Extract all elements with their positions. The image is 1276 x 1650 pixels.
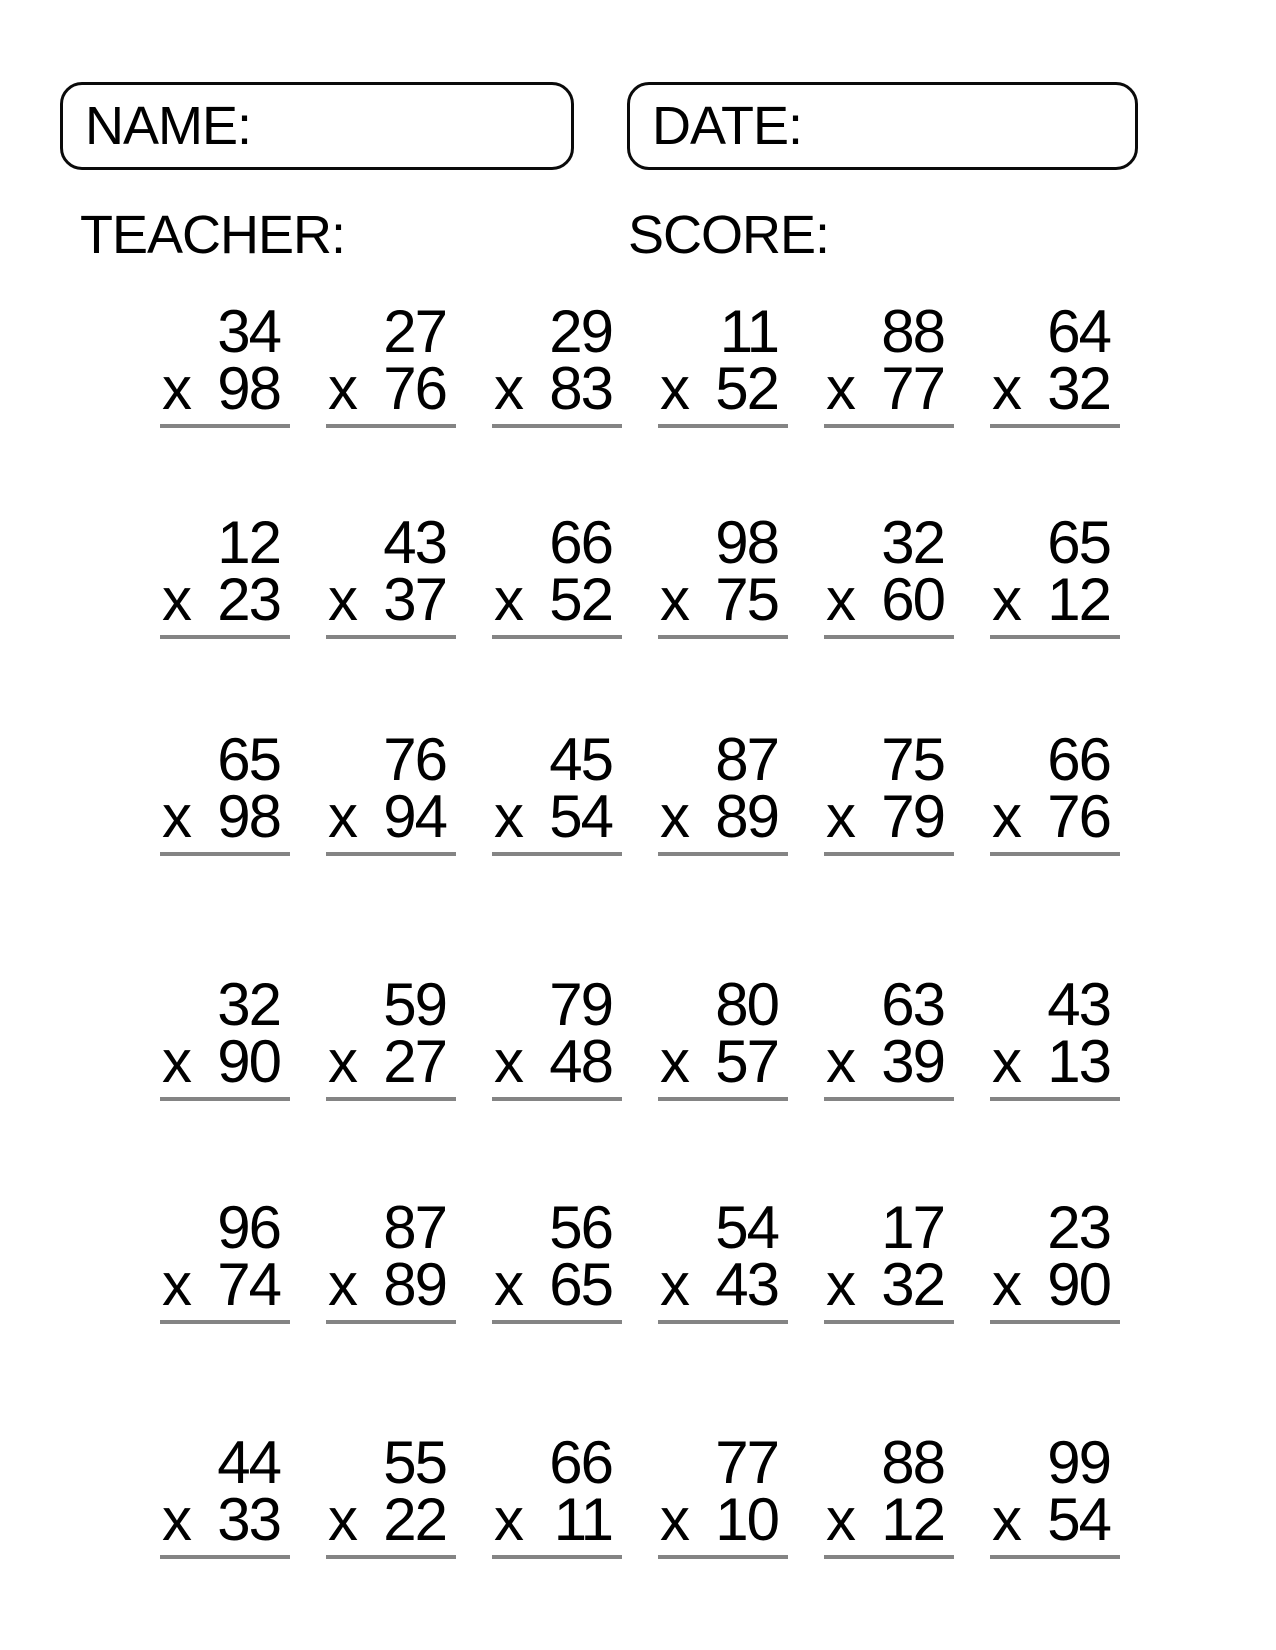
- multiplicand: 63: [881, 971, 944, 1038]
- multiplication-problem: [990, 726, 1120, 856]
- multiplier: 37: [383, 566, 446, 633]
- multiplier-line: [492, 355, 622, 422]
- multiplicand: 45: [549, 726, 612, 793]
- multiplier: 79: [881, 783, 944, 850]
- multiplicand: 88: [881, 298, 944, 365]
- multiply-operator: x: [660, 566, 688, 633]
- multiply-operator: x: [992, 355, 1020, 422]
- multiply-operator: x: [494, 566, 522, 633]
- multiplicand: 43: [1047, 971, 1110, 1038]
- multiplication-problem: [492, 298, 622, 428]
- multiply-operator: x: [328, 1486, 356, 1553]
- multiplicand: 65: [217, 726, 280, 793]
- name-label: NAME:: [85, 96, 252, 156]
- multiplier: 77: [881, 355, 944, 422]
- multiplication-problem: [326, 971, 456, 1101]
- multiplier: 12: [881, 1486, 944, 1553]
- multiplier-line: [160, 1251, 290, 1318]
- multiplier-line: [990, 1486, 1120, 1553]
- multiplier: 48: [549, 1028, 612, 1095]
- multiplier-line: [990, 1251, 1120, 1318]
- multiplication-problem: [492, 971, 622, 1101]
- multiplier-line: [658, 783, 788, 850]
- problems-row: [160, 971, 1120, 1101]
- multiplicand: 64: [1047, 298, 1110, 365]
- multiplier-line: [658, 1486, 788, 1553]
- multiplier-line: [326, 783, 456, 850]
- multiplication-problem: [160, 1429, 290, 1559]
- multiplier: 13: [1047, 1028, 1110, 1095]
- multiply-operator: x: [826, 1251, 854, 1318]
- multiplicand: 17: [881, 1194, 944, 1261]
- multiplier: 65: [549, 1251, 612, 1318]
- multiplier: 32: [1047, 355, 1110, 422]
- multiplier-line: [824, 355, 954, 422]
- multiply-operator: x: [660, 355, 688, 422]
- multiply-operator: x: [992, 1251, 1020, 1318]
- multiplication-problem: [990, 971, 1120, 1101]
- multiplicand: 59: [383, 971, 446, 1038]
- multiply-operator: x: [328, 1028, 356, 1095]
- multiplier: 89: [383, 1251, 446, 1318]
- multiplicand: 55: [383, 1429, 446, 1496]
- multiplication-problem: [990, 509, 1120, 639]
- multiplicand: 88: [881, 1429, 944, 1496]
- multiplier-line: [160, 355, 290, 422]
- multiplicand: 75: [881, 726, 944, 793]
- multiplier-line: [326, 1251, 456, 1318]
- problems-row: [160, 298, 1120, 428]
- multiplier-line: [160, 783, 290, 850]
- multiply-operator: x: [992, 566, 1020, 633]
- multiplier: 98: [217, 783, 280, 850]
- multiplicand: 56: [549, 1194, 612, 1261]
- multiplicand: 66: [1047, 726, 1110, 793]
- multiplier-line: [492, 783, 622, 850]
- multiplicand: 12: [217, 509, 280, 576]
- multiply-operator: x: [826, 783, 854, 850]
- multiply-operator: x: [494, 355, 522, 422]
- multiplicand: 99: [1047, 1429, 1110, 1496]
- multiply-operator: x: [494, 783, 522, 850]
- multiplier-line: [326, 1486, 456, 1553]
- multiplier: 11: [553, 1486, 612, 1553]
- multiplication-problem: [658, 726, 788, 856]
- multiplicand: 27: [383, 298, 446, 365]
- multiplication-problem: [326, 726, 456, 856]
- multiplicand: 98: [715, 509, 778, 576]
- multiplier-line: [492, 1251, 622, 1318]
- multiplier: 52: [549, 566, 612, 633]
- multiply-operator: x: [328, 355, 356, 422]
- multiply-operator: x: [328, 1251, 356, 1318]
- multiplier: 10: [715, 1486, 778, 1553]
- problems-grid: [160, 298, 1120, 1559]
- multiplication-problem: [326, 1194, 456, 1324]
- multiplicand: 96: [217, 1194, 280, 1261]
- multiplicand: 34: [217, 298, 280, 365]
- multiplication-problem: [326, 298, 456, 428]
- date-field-box: [627, 82, 1138, 170]
- multiplicand: 11: [719, 298, 778, 365]
- multiplier-line: [492, 566, 622, 633]
- multiplier-line: [658, 1028, 788, 1095]
- multiplier: 54: [549, 783, 612, 850]
- multiplier: 83: [549, 355, 612, 422]
- multiplier: 43: [715, 1251, 778, 1318]
- multiplicand: 66: [549, 509, 612, 576]
- multiplier: 94: [383, 783, 446, 850]
- multiplier: 27: [383, 1028, 446, 1095]
- multiply-operator: x: [660, 1028, 688, 1095]
- multiplier-line: [658, 1251, 788, 1318]
- multiply-operator: x: [494, 1028, 522, 1095]
- multiplicand: 43: [383, 509, 446, 576]
- problems-row: [160, 1429, 1120, 1559]
- multiplication-problem: [492, 1429, 622, 1559]
- multiplication-problem: [326, 509, 456, 639]
- multiplicand: 87: [383, 1194, 446, 1261]
- multiply-operator: x: [660, 1251, 688, 1318]
- problems-row: [160, 509, 1120, 639]
- multiplication-problem: [160, 1194, 290, 1324]
- multiplier: 23: [217, 566, 280, 633]
- multiplier-line: [824, 1251, 954, 1318]
- multiplication-problem: [492, 726, 622, 856]
- multiply-operator: x: [162, 1486, 190, 1553]
- multiplication-problem: [160, 298, 290, 428]
- multiplier-line: [326, 566, 456, 633]
- teacher-label: TEACHER:: [80, 205, 346, 265]
- score-label: SCORE:: [628, 205, 830, 265]
- multiplication-problem: [990, 298, 1120, 428]
- multiplication-problem: [658, 509, 788, 639]
- multiplier-line: [990, 355, 1120, 422]
- multiplier-line: [326, 355, 456, 422]
- multiplier: 12: [1047, 566, 1110, 633]
- multiplier: 75: [715, 566, 778, 633]
- multiplier-line: [824, 1028, 954, 1095]
- multiplicand: 54: [715, 1194, 778, 1261]
- multiplication-problem: [824, 726, 954, 856]
- name-field-box: [60, 82, 574, 170]
- multiplier-line: [990, 566, 1120, 633]
- multiplier-line: [658, 566, 788, 633]
- multiplier-line: [326, 1028, 456, 1095]
- multiplier: 54: [1047, 1486, 1110, 1553]
- multiplier-line: [990, 783, 1120, 850]
- multiplication-problem: [990, 1194, 1120, 1324]
- multiplier-line: [824, 566, 954, 633]
- problems-row: [160, 1194, 1120, 1324]
- multiply-operator: x: [162, 783, 190, 850]
- multiplier: 89: [715, 783, 778, 850]
- multiplication-problem: [160, 971, 290, 1101]
- multiplicand: 77: [715, 1429, 778, 1496]
- multiply-operator: x: [826, 566, 854, 633]
- multiply-operator: x: [494, 1486, 522, 1553]
- multiplicand: 23: [1047, 1194, 1110, 1261]
- multiplier: 32: [881, 1251, 944, 1318]
- multiplier: 22: [383, 1486, 446, 1553]
- multiplication-problem: [990, 1429, 1120, 1559]
- problems-row: [160, 726, 1120, 856]
- multiplier: 74: [217, 1251, 280, 1318]
- multiplier: 90: [1047, 1251, 1110, 1318]
- date-label: DATE:: [652, 96, 803, 156]
- multiplicand: 44: [217, 1429, 280, 1496]
- multiplier: 60: [881, 566, 944, 633]
- multiplication-problem: [658, 1194, 788, 1324]
- multiplicand: 76: [383, 726, 446, 793]
- multiplier: 52: [715, 355, 778, 422]
- multiplier-line: [990, 1028, 1120, 1095]
- multiply-operator: x: [328, 566, 356, 633]
- multiplicand: 80: [715, 971, 778, 1038]
- multiplier-line: [160, 1028, 290, 1095]
- multiplier-line: [160, 1486, 290, 1553]
- multiplication-problem: [824, 509, 954, 639]
- multiply-operator: x: [162, 566, 190, 633]
- multiply-operator: x: [992, 1028, 1020, 1095]
- multiply-operator: x: [660, 783, 688, 850]
- multiplication-problem: [492, 1194, 622, 1324]
- multiplier: 33: [217, 1486, 280, 1553]
- multiplicand: 29: [549, 298, 612, 365]
- multiply-operator: x: [162, 355, 190, 422]
- multiply-operator: x: [660, 1486, 688, 1553]
- multiply-operator: x: [992, 1486, 1020, 1553]
- multiplication-problem: [658, 1429, 788, 1559]
- multiplier: 98: [217, 355, 280, 422]
- multiplication-problem: [824, 298, 954, 428]
- multiplication-problem: [824, 971, 954, 1101]
- multiplier-line: [824, 783, 954, 850]
- multiplier-line: [824, 1486, 954, 1553]
- multiply-operator: x: [826, 355, 854, 422]
- multiplier-line: [160, 566, 290, 633]
- multiplication-problem: [658, 971, 788, 1101]
- multiply-operator: x: [328, 783, 356, 850]
- multiplication-problem: [160, 726, 290, 856]
- multiply-operator: x: [826, 1028, 854, 1095]
- multiply-operator: x: [992, 783, 1020, 850]
- multiplicand: 66: [549, 1429, 612, 1496]
- multiplication-problem: [658, 298, 788, 428]
- multiplier-line: [492, 1028, 622, 1095]
- multiplicand: 79: [549, 971, 612, 1038]
- multiply-operator: x: [826, 1486, 854, 1553]
- multiply-operator: x: [494, 1251, 522, 1318]
- multiply-operator: x: [162, 1028, 190, 1095]
- multiplication-problem: [824, 1194, 954, 1324]
- multiplicand: 65: [1047, 509, 1110, 576]
- multiplication-problem: [160, 509, 290, 639]
- multiplier: 76: [383, 355, 446, 422]
- multiplier: 57: [715, 1028, 778, 1095]
- multiplier-line: [658, 355, 788, 422]
- multiplication-problem: [824, 1429, 954, 1559]
- multiply-operator: x: [162, 1251, 190, 1318]
- multiplicand: 32: [881, 509, 944, 576]
- multiplier: 90: [217, 1028, 280, 1095]
- multiplication-problem: [492, 509, 622, 639]
- multiplicand: 32: [217, 971, 280, 1038]
- multiplier-line: [492, 1486, 622, 1553]
- multiplication-problem: [326, 1429, 456, 1559]
- multiplier: 76: [1047, 783, 1110, 850]
- multiplier: 39: [881, 1028, 944, 1095]
- multiplicand: 87: [715, 726, 778, 793]
